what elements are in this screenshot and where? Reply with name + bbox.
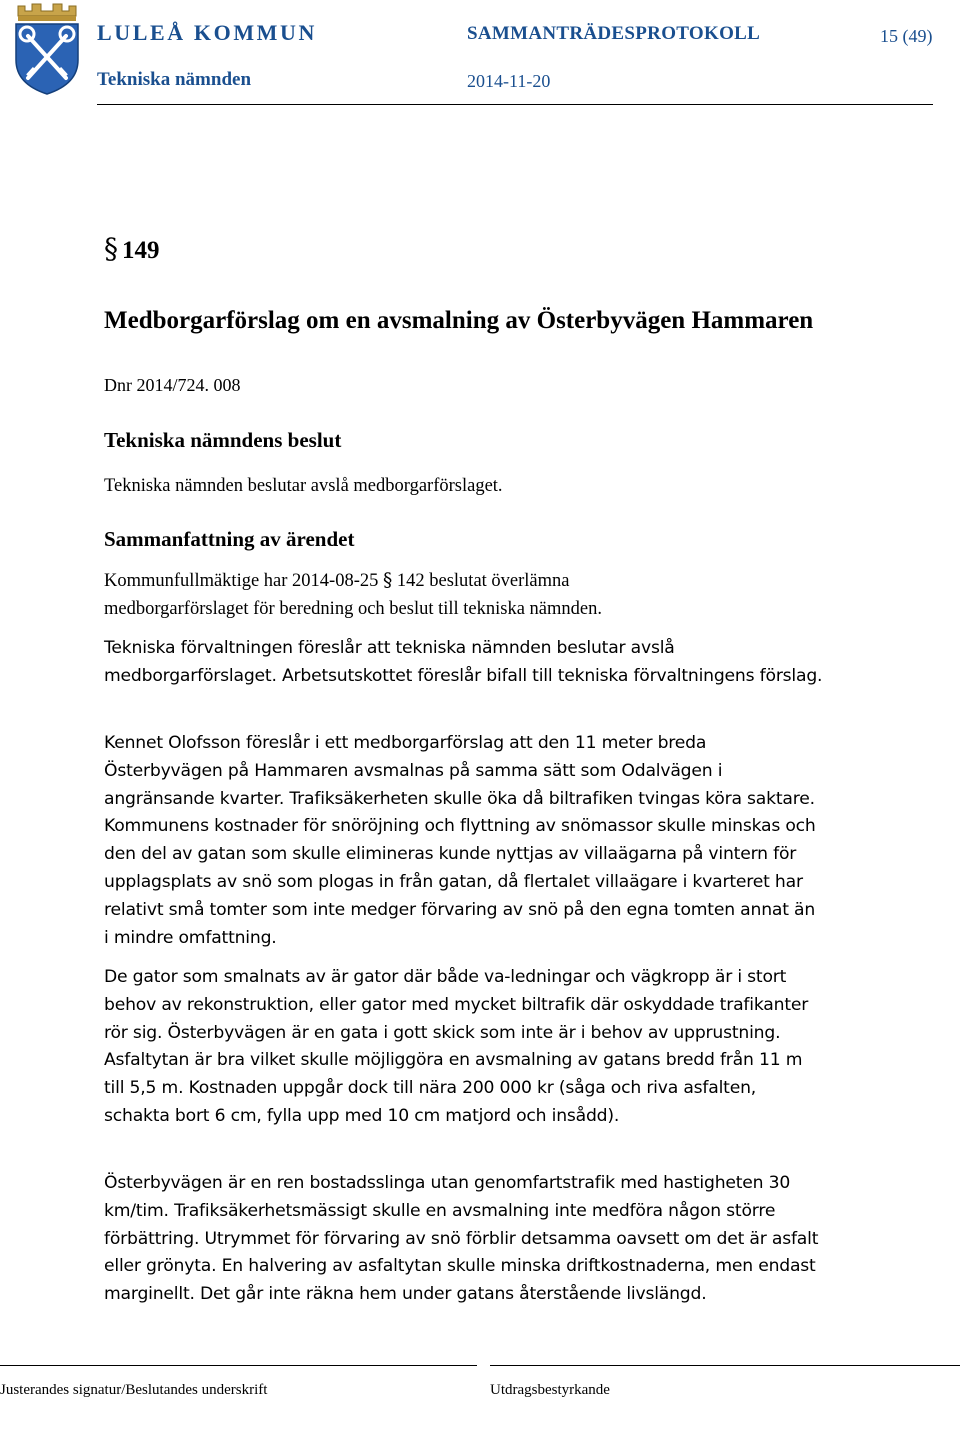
protocol-title: SAMMANTRÄDESPROTOKOLL [467, 23, 761, 44]
summary-paragraph-3: De gator som smalnats av är gator där både va-ledningar och vägkropp är i stort behov av rekonstruktion, eller gator med mycket biltrafik där oskyddade trafikanter rör sig. Österbyvägen är en gata i gott skick som inte är i behov av upprustning. Asfaltytan är bra vilket skulle möjliggöra en avsmalning av gatans bredd från 11 m till 5,5 m. Kostnaden uppgår dock till nära 200 000 kr (såga och riva asfalten, schakta bort 6 cm, fylla upp med 10 cm matjord och insådd). [104, 967, 809, 1126]
summary-paragraph-4: Österbyvägen är en ren bostadsslinga utan genomfartstrafik med hastigheten 30 km/tim. Trafiksäkerhetsmässigt skulle en avsmalning inte medföra någon större förbättring. Utrymmet för förvaring av snö förblir detsamma oavsett om det är asfalt eller grönyta. En halvering av asfaltytan skulle minska driftkostnaderna, men endast marginellt. Det går inte räkna hem under gatans återstående livslängd. [104, 1173, 819, 1305]
decision-text: Tekniska nämnden beslutar avslå medborgarförslaget. [104, 476, 503, 496]
summary-paragraph-2: Kennet Olofsson föreslår i ett medborgarförslag att den 11 meter breda Österbyvägen på Hammaren avsmalnas på samma sätt som Odalvägen i angränsande kvarter. Trafiksäkerheten skulle öka då biltrafiken tvingas köra saktare. Kommunens kostnader för snöröjning och flyttning av snömassor skulle minskas och den del av gatan som skulle elimineras kunde nyttjas av villaägarna på vintern för upplagsplats av snö som plogas in från gatan, då flertalet villaägare i kvarteret har relativt små tomter som inte medger förvaring av snö på den egna tomten annat än i mindre omfattning. [104, 733, 816, 948]
protocol-date: 2014-11-20 [467, 71, 551, 91]
footer-divider-right [490, 1365, 960, 1366]
section-sign: § [104, 232, 118, 265]
summary-heading: Sammanfattning av ärendet [104, 527, 355, 551]
diary-number: Dnr 2014/724. 008 [104, 375, 241, 395]
item-title: Medborgarförslag om en avsmalning av Österbyvägen Hammaren [104, 307, 814, 334]
signature-label: Justerandes signatur/Beslutandes underskrift [0, 1382, 268, 1398]
section-number-value: 149 [122, 237, 160, 264]
decision-heading: Tekniska nämndens beslut [104, 428, 342, 452]
summary-intro-line-2: medborgarförslaget för beredning och beslut till tekniska nämnden. [104, 599, 602, 619]
paragraph-sign: § [383, 570, 393, 591]
summary-intro [104, 567, 864, 623]
board-name: Tekniska nämnden [97, 69, 252, 90]
municipality-name: LULEÅ KOMMUN [97, 20, 318, 45]
certification-label: Utdragsbestyrkande [490, 1382, 610, 1398]
summary-intro-line-1: Kommunfullmäktige har 2014-08-25 § 142 beslutat överlämna [104, 570, 570, 591]
page-number: 15 (49) [880, 26, 933, 46]
section-number [104, 232, 160, 265]
footer-divider-left [0, 1365, 477, 1366]
header-divider [97, 104, 933, 105]
lulea-coat-of-arms-icon [12, 2, 82, 96]
summary-paragraph-1: Tekniska förvaltningen föreslår att tekniska nämnden beslutar avslå medborgarförslaget. Arbetsutskottet föreslår bifall till tekniska förvaltningens förslag. [104, 638, 823, 686]
